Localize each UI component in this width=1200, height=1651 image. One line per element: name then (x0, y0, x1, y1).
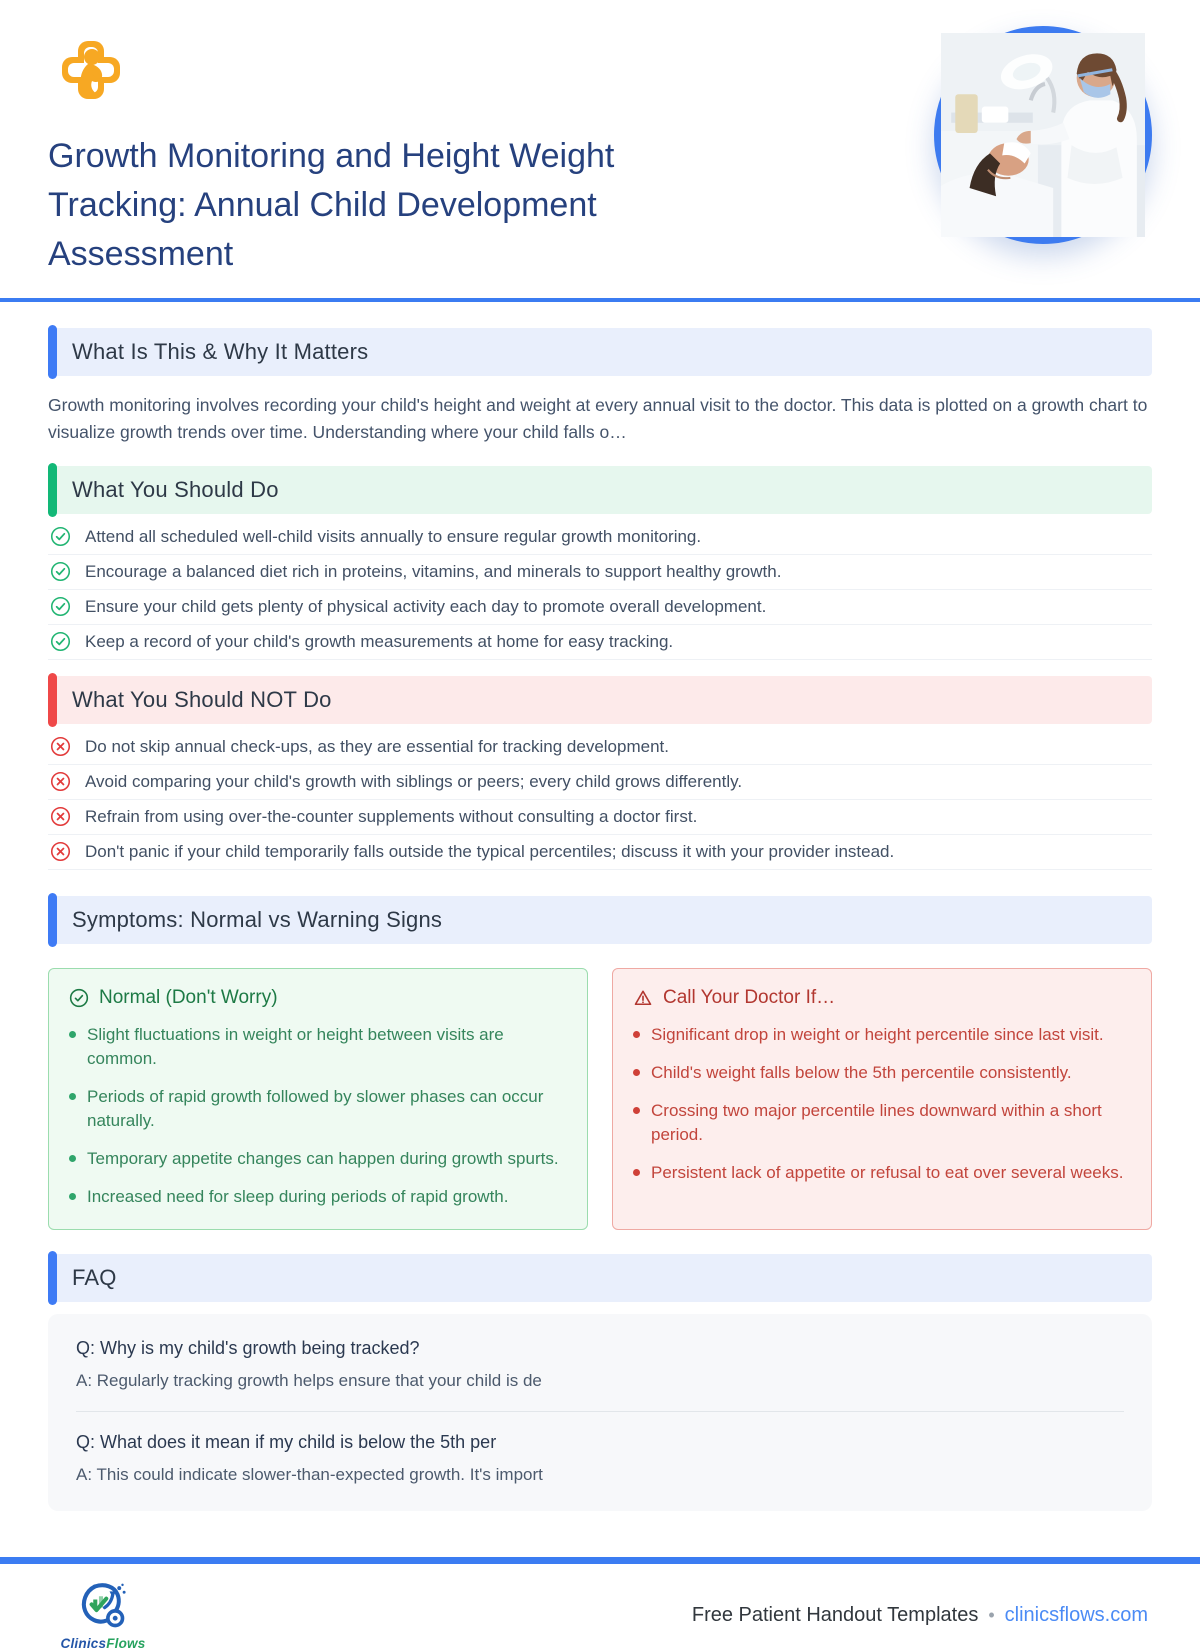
section-title: FAQ (72, 1265, 117, 1290)
accent-bar (48, 463, 57, 517)
header-divider (0, 298, 1200, 302)
faq-answer: A: Regularly tracking growth helps ensure that your child is de (76, 1371, 542, 1390)
dont-item (48, 835, 1152, 870)
normal-card-title (69, 987, 567, 1009)
warning-bullet-text: Child's weight falls below the 5th percentile consistently. (651, 1063, 1072, 1082)
header-photo (934, 26, 1152, 244)
warning-card-title-text: Call Your Doctor If… (663, 987, 836, 1008)
bullet-dot (633, 1069, 640, 1076)
accent-bar (48, 673, 57, 727)
section-should-not-do (48, 676, 1152, 870)
do-item (48, 590, 1152, 625)
page-title: Growth Monitoring and Height Weight Tracking: Annual Child Development Assessment (48, 137, 615, 273)
section-header-symptoms (48, 896, 1152, 944)
section-what-is-this (48, 328, 1152, 446)
check-circle-icon (50, 561, 71, 582)
footer-tagline-row (692, 1604, 1148, 1627)
normal-symptoms-card (48, 968, 588, 1230)
do-item (48, 520, 1152, 555)
dont-item (48, 800, 1152, 835)
do-item (48, 555, 1152, 590)
bullet-dot (69, 1031, 76, 1038)
faq-question: Q: What does it mean if my child is below the 5th per (76, 1432, 497, 1452)
warning-bullet (633, 1099, 1131, 1147)
warning-bullet-text: Significant drop in weight or height percentile since last visit. (651, 1025, 1104, 1044)
dont-item-text: Avoid comparing your child's growth with siblings or peers; every child grows differently. (85, 772, 743, 791)
normal-card-title-text: Normal (Don't Worry) (99, 987, 278, 1008)
faq-answer: A: This could indicate slower-than-expected growth. It's import (76, 1465, 543, 1484)
faq-item (76, 1432, 1124, 1485)
intro-paragraph: Growth monitoring involves recording your child's height and weight at every annual visit to the doctor. This data is plotted on a growth chart to visualize growth trends over time. Understanding where your child falls o… (48, 395, 1148, 442)
normal-bullet (69, 1185, 567, 1209)
normal-bullet-text: Temporary appetite changes can happen during growth spurts. (87, 1149, 559, 1168)
do-item-text: Encourage a balanced diet rich in proteins, vitamins, and minerals to support healthy growth. (85, 562, 782, 581)
dont-item-text: Refrain from using over-the-counter supplements without consulting a doctor first. (85, 807, 698, 826)
brand-clinics: Clinics (60, 1636, 107, 1651)
bullet-dot (633, 1031, 640, 1038)
brand-flows: Flows (106, 1636, 146, 1651)
accent-bar (48, 325, 57, 379)
normal-bullet (69, 1147, 567, 1171)
warning-bullet (633, 1061, 1131, 1085)
section-header-dont (48, 676, 1152, 724)
warning-bullet (633, 1023, 1131, 1047)
accent-bar (48, 1251, 57, 1305)
faq-question: Q: Why is my child's growth being tracked? (76, 1338, 420, 1358)
stethoscope-check-icon (77, 1580, 129, 1632)
section-title: Symptoms: Normal vs Warning Signs (72, 907, 443, 932)
dont-item-text: Don't panic if your child temporarily falls outside the typical percentiles; discuss it with your provider instead. (85, 842, 895, 861)
clinic-scene-illustration (941, 33, 1145, 237)
footer (0, 1564, 1200, 1651)
section-should-do (48, 466, 1152, 660)
section-symptoms (48, 896, 1152, 1230)
dont-item (48, 730, 1152, 765)
x-circle-icon (50, 771, 71, 792)
normal-bullet-text: Slight fluctuations in weight or height between visits are common. (87, 1025, 504, 1068)
clinicsflows-brand (48, 1580, 158, 1651)
do-list (48, 520, 1152, 660)
do-item-text: Ensure your child gets plenty of physical activity each day to promote overall development. (85, 597, 767, 616)
section-header-do (48, 466, 1152, 514)
clinicsflows-link[interactable]: clinicsflows.com (1004, 1604, 1148, 1626)
header (0, 0, 1200, 298)
faq-container (48, 1314, 1152, 1511)
footer-tagline: Free Patient Handout Templates (691, 1604, 979, 1626)
bullet-dot (69, 1155, 76, 1162)
normal-bullet-text: Periods of rapid growth followed by slower phases can occur naturally. (87, 1087, 544, 1130)
section-header-faq (48, 1254, 1152, 1302)
section-title: What You Should Do (72, 477, 279, 502)
check-circle-icon (50, 631, 71, 652)
dot-separator: • (988, 1605, 995, 1625)
do-item-text: Keep a record of your child's growth measurements at home for easy tracking. (85, 632, 674, 651)
normal-bullet-text: Increased need for sleep during periods of rapid growth. (87, 1187, 509, 1206)
check-circle-icon (50, 526, 71, 547)
section-title: What Is This & Why It Matters (72, 339, 369, 364)
bullet-dot (633, 1107, 640, 1114)
bullet-dot (633, 1169, 640, 1176)
x-circle-icon (50, 841, 71, 862)
faq-item (76, 1338, 1124, 1391)
section-title: What You Should NOT Do (72, 687, 332, 712)
bullet-dot (69, 1193, 76, 1200)
main-content (0, 328, 1200, 1511)
check-circle-icon (50, 596, 71, 617)
normal-bullet (69, 1023, 567, 1071)
medical-cross-baby-icon (55, 34, 127, 106)
faq-divider (76, 1411, 1124, 1412)
section-header-what (48, 328, 1152, 376)
warning-triangle-icon (633, 988, 653, 1008)
x-circle-icon (50, 806, 71, 827)
warning-card-title (633, 987, 1131, 1009)
dont-item-text: Do not skip annual check-ups, as they are essential for tracking development. (85, 737, 669, 756)
x-circle-icon (50, 736, 71, 757)
bullet-dot (69, 1093, 76, 1100)
accent-bar (48, 893, 57, 947)
do-item-text: Attend all scheduled well-child visits annually to ensure regular growth monitoring. (85, 527, 702, 546)
dont-item (48, 765, 1152, 800)
warning-symptoms-card (612, 968, 1152, 1230)
warning-bullet-text: Crossing two major percentile lines downward within a short period. (651, 1101, 1102, 1144)
do-item (48, 625, 1152, 660)
footer-divider (0, 1557, 1200, 1564)
brand-wordmark (61, 1636, 146, 1651)
warning-bullet (633, 1161, 1131, 1185)
symptoms-cards (48, 968, 1152, 1230)
normal-bullet (69, 1085, 567, 1133)
warning-bullet-text: Persistent lack of appetite or refusal to eat over several weeks. (651, 1163, 1124, 1182)
check-circle-icon (69, 988, 89, 1008)
dont-list (48, 730, 1152, 870)
section-faq (48, 1254, 1152, 1511)
